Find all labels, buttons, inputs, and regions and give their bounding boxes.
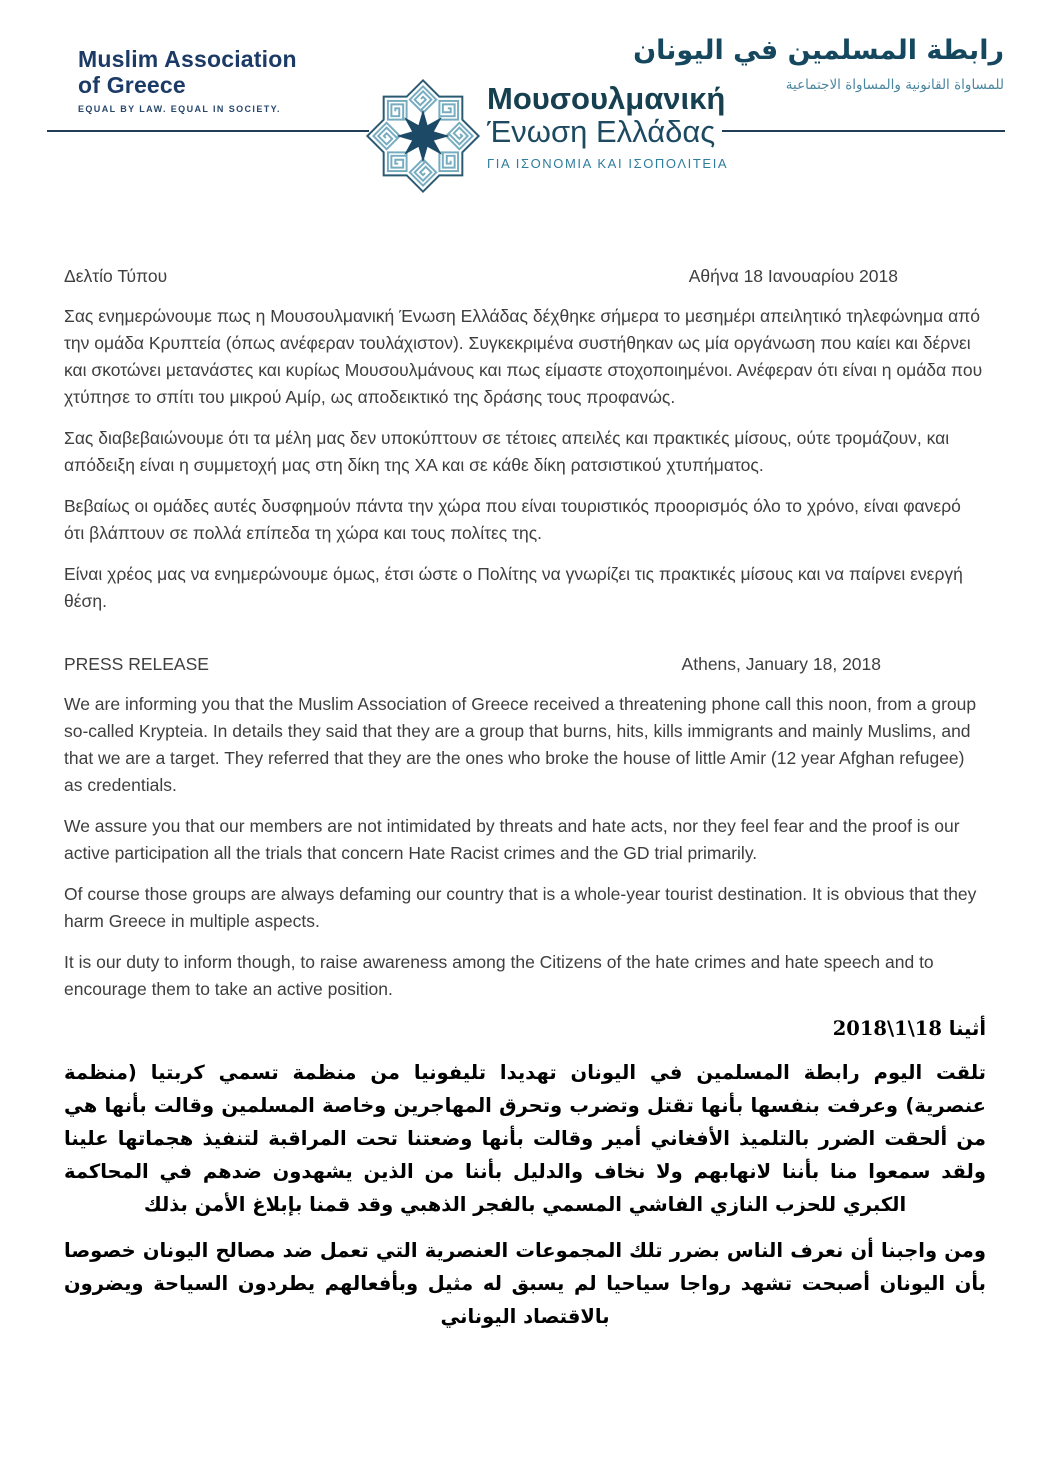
dateline-english: Athens, January 18, 2018 — [681, 654, 881, 674]
doc-label-english: PRESS RELEASE — [64, 654, 209, 674]
section-arabic — [64, 1017, 986, 1333]
logo-title-line2: Ένωση Ελλάδας — [487, 114, 716, 149]
org-title-arabic: رابطة المسلمين في اليونان — [633, 35, 1004, 66]
greek-paragraph-1: Σας ενημερώνουμε πως η Μουσουλμανική Ένωση Ελλάδας δέχθηκε σήμερα το μεσημέρι απειλητικό τηλεφώνημα από την ομάδα Κρυπτεία (όπως ανέφεραν τουλάχιστον). Συγκεκριμένα συστήθηκαν ως μία οργάνωση που καίει και δέρνει και σκοτώνει μετανάστες και κυρίως Μουσουλμάνους και πως είμαστε στοχοποιημένοι. Ανέφεραν ότι είναι η ομάδα που χτύπησε το σπίτι του μικρού Αμίρ, ως αποδεικτικό της δράσης τους προφανώς. — [64, 306, 983, 407]
greek-paragraph-3: Βεβαίως οι ομάδες αυτές δυσφημούν πάντα την χώρα που είναι τουριστικός προορισμός όλο το χρόνο, είναι φανερό ότι βλάπτουν σε πολλά επίπεδα τη χώρα και τους πολίτες της. — [64, 496, 961, 543]
english-paragraph-4: It is our duty to inform though, to raise awareness among the Citizens of the hate crimes and hate speech and to encourage them to take an active position. — [64, 952, 934, 999]
dateline-arabic — [64, 1017, 986, 1040]
header-rule-right — [722, 130, 1005, 132]
meander-star-logo-icon — [364, 76, 482, 196]
header-rule-left — [47, 130, 369, 132]
dateline-greek: Αθήνα 18 Ιανουαρίου 2018 — [688, 266, 898, 286]
org-block-english — [78, 46, 297, 114]
org-block-greek — [487, 82, 728, 171]
logo-tagline-greek: ΓΙΑ ΙΣΟΝΟΜΙΑ ΚΑΙ ΙΣΟΠΟΛΙΤΕΙΑ — [487, 156, 729, 171]
arabic-paragraph-2: ومن واجبنا أن نعرف الناس بضرر تلك المجموعات العنصرية التي تعمل ضد مصالح اليونان خصوصا بأن اليونان أصبحت تشهد رواجا سياحيا لم يسبق له مثيل وبأفعالهم يطردون السياحة ويضرون بالاقتصاد اليوناني — [64, 1239, 986, 1328]
org-title-line2: of Greece — [78, 72, 186, 98]
org-tagline-english: EQUAL BY LAW. EQUAL IN SOCIETY. — [78, 104, 281, 114]
document-body — [64, 263, 986, 1346]
dateline-arabic-date: 2018\1\18 — [832, 1017, 942, 1040]
org-tagline-arabic: للمساواة القانونية والمساواة الاجتماعية — [785, 77, 1004, 93]
org-title-line1: Muslim Association — [78, 46, 297, 72]
section-greek — [64, 263, 986, 615]
section-english — [64, 651, 986, 1003]
logo-title-line1: Μουσουλμανική — [487, 81, 726, 116]
english-paragraph-2: We assure you that our members are not intimidated by threats and hate acts, nor they feel fear and the proof is our active participation all the trials that concern Hate Racist crimes and the GD trial primarily. — [64, 816, 960, 863]
greek-paragraph-2: Σας διαβεβαιώνουμε ότι τα μέλη μας δεν υποκύπτουν σε τέτοιες απειλές και πρακτικές μίσους, ούτε τρομάζουν, και απόδειξη είναι η συμμετοχή μας στη δίκη της ΧΑ και σε κάθε δίκη ρατσιστικού χτυπήματος. — [64, 428, 950, 475]
english-paragraph-3: Of course those groups are always defaming our country that is a whole-year tourist destination. It is obvious that they harm Greece in multiple aspects. — [64, 884, 977, 931]
org-block-arabic — [633, 34, 1004, 93]
english-paragraph-1: We are informing you that the Muslim Association of Greece received a threatening phone call this noon, from a group so-called Krypteia. In details they said that they are a group that burns, hits, kills immigrants and mainly Muslims, and that we are a target. They referred that they are the ones who broke the house of little Amir (12 year Afghan refugee) as credentials. — [64, 694, 977, 795]
arabic-paragraph-1: تلقت اليوم رابطة المسلمين في اليونان تهديدا تليفونيا من منظمة تسمي كربتيا (منظمة عنصرية) وعرفت بنفسها بأنها تقتل وتضرب وتحرق المهاجرين وخاصة المسلمين وقالت بأنها هي من ألحقت الضرر بالتلميذ الأفغاني أمير وقالت بأنها وضعتنا تحت المراقبة لتنفيذ هجماتها علينا ولقد سمعوا منا بأننا لانهابهم ولا نخاف والدليل بأننا من الذين يشهدون ضدهم في المحاكمة الكبري للحزب النازي الفاشي المسمي بالفجر الذهبي وقد قمنا بإبلاغ الأمن بذلك — [64, 1061, 986, 1216]
greek-paragraph-4: Είναι χρέος μας να ενημερώνουμε όμως, έτσι ώστε ο Πολίτης να γνωρίζει τις πρακτικές μίσους και να παίρνει ενεργή θέση. — [64, 564, 963, 611]
dateline-arabic-city: أثينا — [948, 1017, 986, 1040]
doc-label-greek: Δελτίο Τύπου — [64, 266, 168, 286]
